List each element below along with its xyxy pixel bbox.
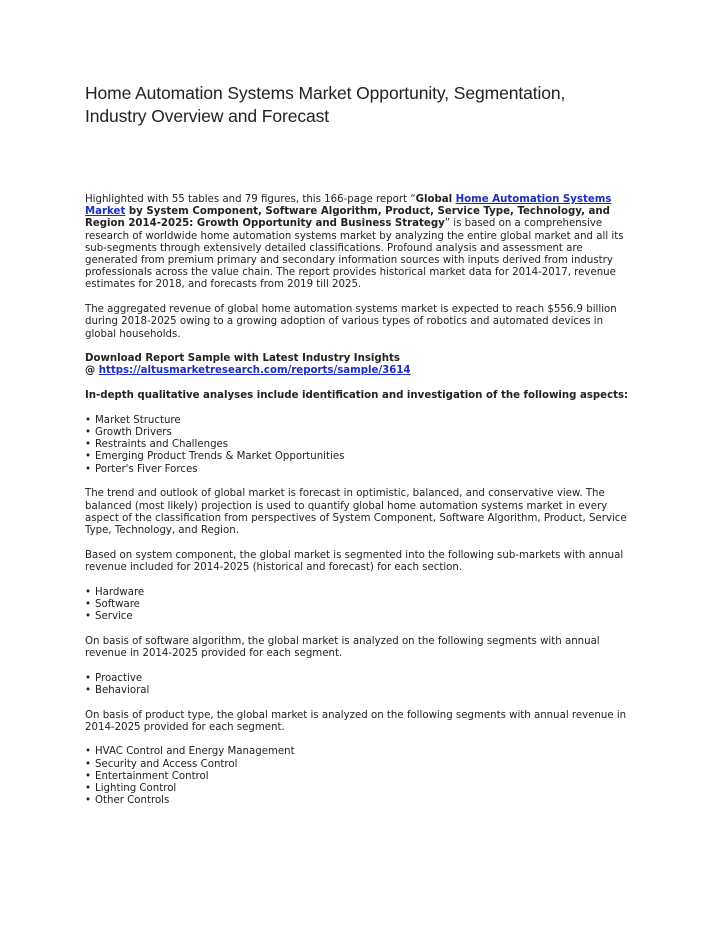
title-line-2: Industry Overview and Forecast [85, 106, 330, 126]
intro-paragraph [85, 194, 634, 292]
report-title-link[interactable]: Home Automation Systems Market [85, 194, 612, 218]
aspects-heading [85, 390, 634, 402]
intro-bold-rest: by System Component, Software Algorithm, Product, Service Type, Technology, and Region 2014-2025: Growth Opportunity and Business Strategy [85, 206, 610, 230]
document-title [85, 82, 634, 128]
product-paragraph: On basis of product type, the global market is analyzed on the following segments with annual revenue in 2014-2025 provided for each segment. [85, 709, 627, 733]
list-item: • Emerging Product Trends & Market Opportunities [85, 451, 634, 463]
list-item: • Proactive [85, 673, 634, 685]
intro-rest: ” is based on a comprehensive research of worldwide home automation systems market by analyzing the entire global market and all its sub-segments through extensively detailed classifications. Profound analysis and assessment are generated from premium primary and secondary information sources with inputs derived from industry professionals across the value chain. The report provides historical market data for 2014-2017, revenue estimates for 2018, and forecasts from 2019 till 2025. [85, 218, 624, 291]
title-line-1: Home Automation Systems Market Opportunity, Segmentation, [85, 83, 566, 103]
list-item: • HVAC Control and Energy Management [85, 746, 634, 758]
download-block [85, 353, 634, 377]
list-item: • Software [85, 599, 634, 611]
revenue-paragraph: The aggregated revenue of global home automation systems market is expected to reach $556.9 billion during 2018-2025 owing to a growing adoption of various types of robotics and automated devices in global households. [85, 304, 617, 340]
intro-global: Global [415, 194, 456, 205]
list-item: • Entertainment Control [85, 771, 634, 783]
intro-lead: Highlighted with 55 tables and 79 figures, this 166-page report “ [85, 194, 416, 205]
sample-url-link[interactable]: https://altusmarketresearch.com/reports/sample/3614 [98, 365, 411, 377]
list-item: • Lighting Control [85, 783, 634, 795]
list-item: • Porter's Fiver Forces [85, 464, 634, 476]
component-paragraph: Based on system component, the global market is segmented into the following sub-markets with annual revenue included for 2014-2025 (historical and forecast) for each section. [85, 549, 624, 573]
list-item: • Other Controls [85, 795, 634, 807]
list-item: • Behavioral [85, 685, 634, 697]
list-item: • Hardware [85, 587, 634, 599]
download-at: @ [85, 365, 99, 377]
list-item: • Market Structure [85, 415, 634, 427]
components-list [85, 587, 634, 624]
list-item: • Growth Drivers [85, 427, 634, 439]
trend-paragraph: The trend and outlook of global market is forecast in optimistic, balanced, and conservative view. The balanced (most likely) projection is used to quantify global home automation systems market in every aspect of the classification from perspectives of System Component, Software Algorithm, Product, Service Type, Technology, and Region. [85, 488, 627, 536]
list-item: • Service [85, 611, 634, 623]
algorithms-list [85, 673, 634, 697]
list-item: • Restraints and Challenges [85, 439, 634, 451]
aspects-list [85, 415, 634, 476]
download-label: Download Report Sample with Latest Industry Insights [85, 353, 400, 365]
products-list [85, 746, 634, 807]
list-item: • Security and Access Control [85, 759, 634, 771]
algorithm-paragraph: On basis of software algorithm, the global market is analyzed on the following segments with annual revenue in 2014-2025 provided for each segment. [85, 635, 600, 659]
aspects-heading-text: In-depth qualitative analyses include identification and investigation of the following aspects: [85, 390, 629, 402]
